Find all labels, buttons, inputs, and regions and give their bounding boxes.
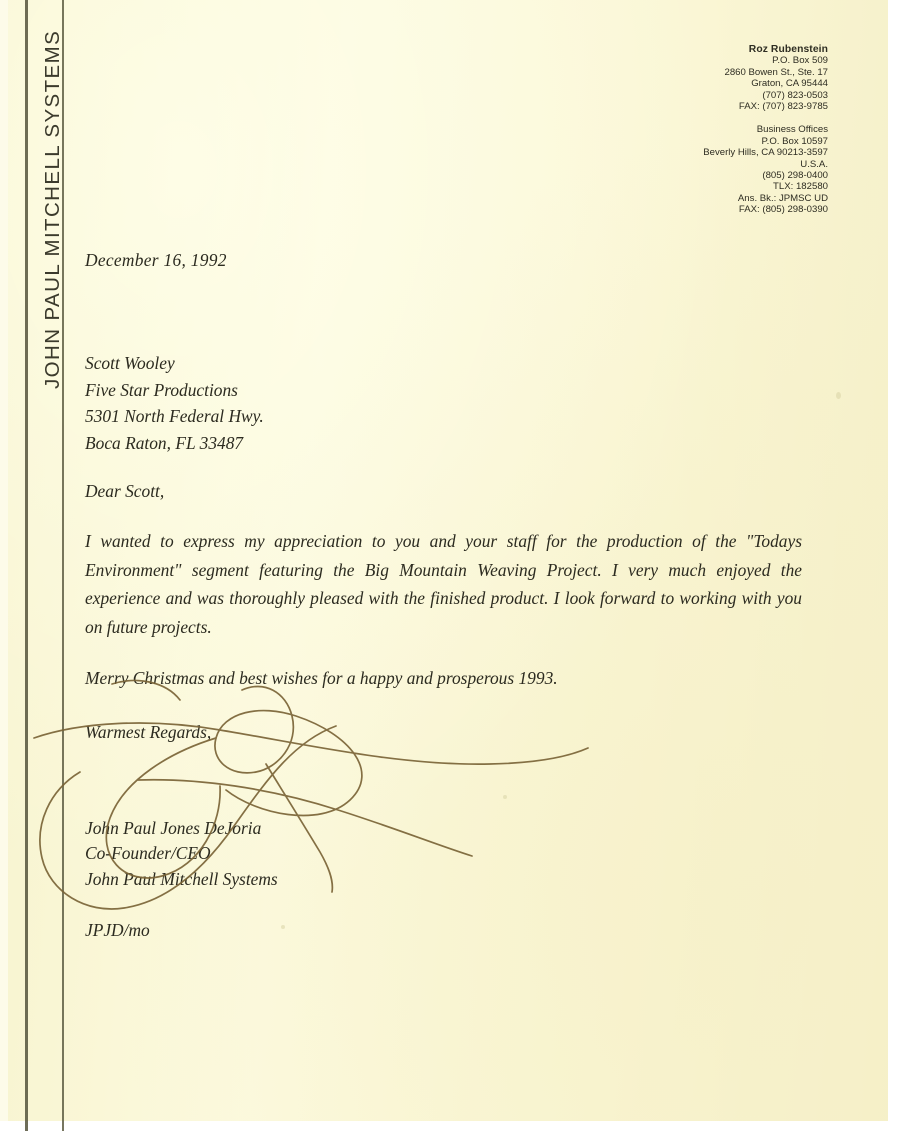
scan-edge-left [0, 0, 8, 1131]
letterhead-line: (805) 298-0400 [762, 170, 828, 182]
salutation: Dear Scott, [85, 481, 165, 501]
recipient-line: Scott Wooley [85, 353, 175, 373]
letterhead-line: P.O. Box 10597 [761, 135, 828, 147]
letterhead-vertical-rule-outer [25, 0, 28, 1131]
letterhead-line: Ans. Bk.: JPMSC UD [737, 192, 828, 204]
signer-company: John Paul Mitchell Systems [85, 868, 278, 889]
recipient-line: 5301 North Federal Hwy. [85, 406, 264, 426]
recipient-line: Boca Raton, FL 33487 [85, 432, 244, 453]
signer-title: Co-Founder/CEO [85, 843, 211, 863]
typist-initials: JPJD/mo [85, 920, 150, 940]
body-paragraph-1: I wanted to express my appreciation to you and your staff for the production of the "Todays Environment" segment featuring the Big Mountain Weaving Project. I very much enjoyed the experience and was thoroughly pleased with the finished product. I look forward to working with you on future projects. [85, 531, 802, 637]
scan-speck [503, 795, 507, 799]
letterhead-contact-name: Roz Rubenstein [748, 44, 828, 55]
scan-edge-bottom [0, 1121, 900, 1131]
recipient-line: Five Star Productions [85, 379, 238, 400]
letterhead-business-offices-block [703, 124, 828, 215]
closing-line: Warmest Regards, [85, 721, 212, 742]
signature-block [85, 816, 802, 893]
letterhead-line: TLX: 182580 [773, 181, 828, 193]
letterhead-address-block [703, 44, 828, 216]
letterhead-line: FAX: (707) 823-9785 [738, 101, 828, 113]
letterhead-line: Business Offices [756, 124, 828, 136]
scan-speck [281, 925, 285, 929]
body-paragraph-2: Merry Christmas and best wishes for a happy and prosperous 1993. [85, 668, 558, 688]
letterhead-line: (707) 823-0503 [762, 89, 828, 101]
scan-speck [836, 392, 841, 399]
letterhead-line: U.S.A. [800, 158, 828, 170]
signer-name: John Paul Jones DeJoria [85, 817, 262, 838]
letterhead-line: FAX: (805) 298-0390 [738, 204, 828, 216]
sidebar-brand-text: JOHN PAUL MITCHELL SYSTEMS [41, 29, 64, 389]
letter-date: December 16, 1992 [85, 250, 227, 270]
recipient-address-block [85, 350, 802, 456]
letterhead-line: Beverly Hills, CA 90213-3597 [703, 147, 828, 159]
scan-edge-right [888, 0, 900, 1131]
letter-body [85, 247, 802, 944]
letterhead-line: Graton, CA 95444 [751, 78, 828, 90]
letterhead-line: 2860 Bowen St., Ste. 17 [724, 66, 828, 78]
letterhead-line: P.O. Box 509 [772, 55, 828, 67]
